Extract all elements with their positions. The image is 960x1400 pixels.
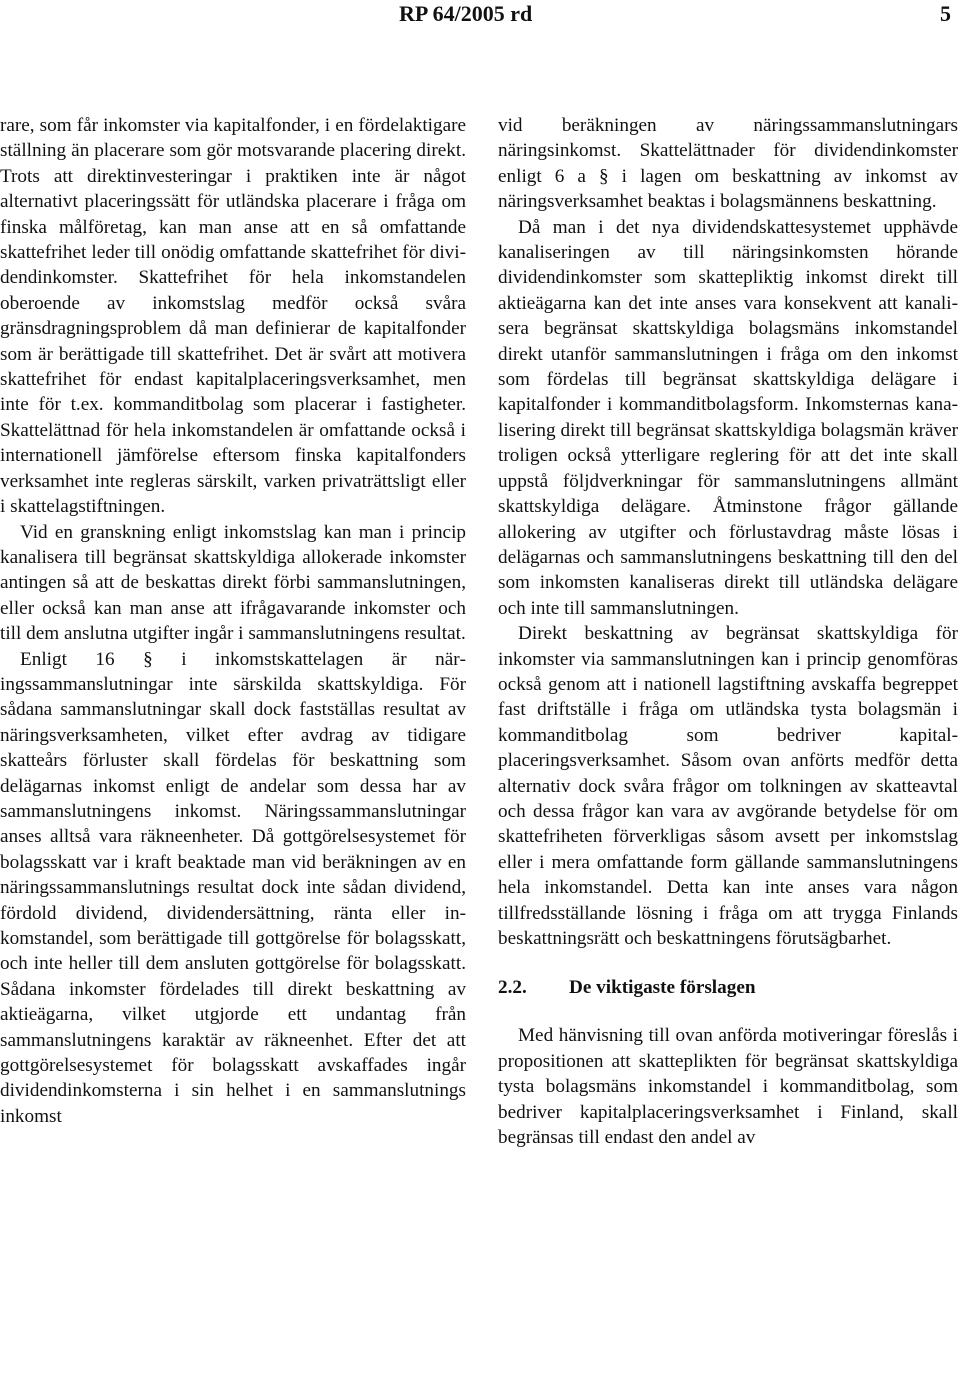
section-title: De viktigaste förslagen: [569, 977, 756, 999]
right-column: [498, 113, 958, 1150]
section-heading: [498, 975, 958, 1000]
paragraph: Direkt beskattning av begränsat skattskyldiga för inkomster via sammanslutningen kan i princip genomföras också genom att i nationell lagstiftning avskaffa begreppet fast driftställe i fråga om utländska tysta bolagsmän i kommanditbolag som bedriver kapitalplaceringsverksamhet. Såsom ovan anförts medför detta alternativ dock svåra frågor om tolkningen av skatteavtal och dessa frågor kan vara av avgörande betydelse för om skattefriheten förverkligas såsom avsett per inkomstslag eller i mera omfattande form gällande sammanslutningens hela inkomstandel. Detta kan inte anses vara någon tillfredsställande lösning i fråga om att trygga Finlands beskattningsrätt och beskattningens förutsägbarhet.: [498, 623, 958, 949]
paragraph: Då man i det nya dividendskattesystemet upphävde kanaliseringen av till näringsinkomsten hörande dividendinkomster som skattepliktig inkomst direkt till aktieägarna kan det inte anses vara konsekvent att kanalisera begränsat skattskyldiga bolagsmäns inkomstandel direkt utanför sammanslutningen i fråga om den inkomst som fördelas till begränsat skattskyldiga delägare i kapitalfonder i kommanditbolagsform. Inkomsternas kanalisering direkt till begränsat skattskyldiga bolagsmän kräver troligen också ytterligare reglering för att det inte skall uppstå följdverkningar för sammanslutningens allmänt skattskyldiga delägare. Åtminstone frågor gällande allokering av utgifter och förlustavdrag måste lösas i delägarnas och sammanslutningens beskattning till den del som inkomsten kanaliseras direkt till utländska delägare och inte till sammanslutningen.: [498, 216, 958, 619]
section-number: 2.2.: [498, 977, 527, 999]
paragraph: rare, som får inkomster via kapitalfonder, i en fördelaktigare ställning än placerare som gör motsvarande placering direkt. Trots att direktinvesteringar i praktiken inte är något alternativt placeringssätt för utländska placerare i fråga om finska målföretag, kan man anse att en så omfattande skattefrihet leder till onödig omfattande skattefrihet för dividendinkomster. Skattefrihet för hela inkomstandelen oberoende av inkomstslag medför också svåra gränsdragningsproblem då man definierar de kapitalfonder som är berättigade till skattefrihet. Det är svårt att motivera skattefrihet för endast kapitalplaceringsverksamhet, men inte för t.ex. kommanditbolag som placerar i fastigheter. Skattelättnad för hela inkomstandelen är omfattande också i internationell jämförelse eftersom finska kapitalfonders verksamhet inte regleras särskilt, varken privaträttsligt eller i skattelagstiftningen.: [0, 115, 466, 518]
left-column: [0, 113, 466, 1129]
page-number: 5: [940, 1, 951, 26]
document-id: RP 64/2005 rd: [399, 1, 533, 26]
page-header: [0, 0, 960, 30]
paragraph: Med hänvisning till ovan anförda motiveringar föreslås i propositionen att skatteplikten för begränsat skattskyldiga tysta bolagsmäns inkomstandel i kommanditbolag, som bedriver kapitalplaceringsverksamhet i Finland, skall begränsas till endast den andel av: [498, 1025, 958, 1149]
paragraph: vid beräkningen av näringssammanslutningars näringsinkomst. Skattelättnader för dividendinkomster enligt 6 a § i lagen om beskattning av inkomst av näringsverksamhet beaktas i bolagsmännens beskattning.: [498, 115, 958, 213]
paragraph: Enligt 16 § i inkomstskattelagen är näringssammanslutningar inte särskilda skattskyldiga. För sådana sammanslutningar skall dock fastställas resultat av näringsverksamheten, vilket efter avdrag av tidigare skatteårs förluster skall fördelas för beskattning som delägarnas inkomst enligt de andelar som dessa har av sammanslutningens inkomst. Näringssammanslutningar anses alltså vara räkneenheter. Då gottgörelsesystemet för bolagsskatt var i kraft beaktade man vid beräkningen av en näringssammanslutnings resultat dock inte sådan dividend, fördold dividend, dividendersättning, ränta eller inkomstandel, som berättigade till gottgörelse för bolagsskatt, och inte heller till dem ansluten gottgörelse för bolagsskatt. Sådana inkomster fördelades till direkt beskattning av aktieägarna, vilket utgjorde ett undantag från sammanslutningens karaktär av räkneenhet. Efter det att gottgörelsesystemet för bolagsskatt avskaffades ingår dividendinkomsterna i sin helhet i en sammanslutnings inkomst: [0, 648, 466, 1127]
paragraph: Vid en granskning enligt inkomstslag kan man i princip kanalisera till begränsat skattskyldiga allokerade inkomster antingen så att de beskattas direkt förbi sammanslutningen, eller också kan man anse att ifrågavarande inkomster och till dem anslutna utgifter ingår i sammanslutningens resultat.: [0, 521, 466, 645]
